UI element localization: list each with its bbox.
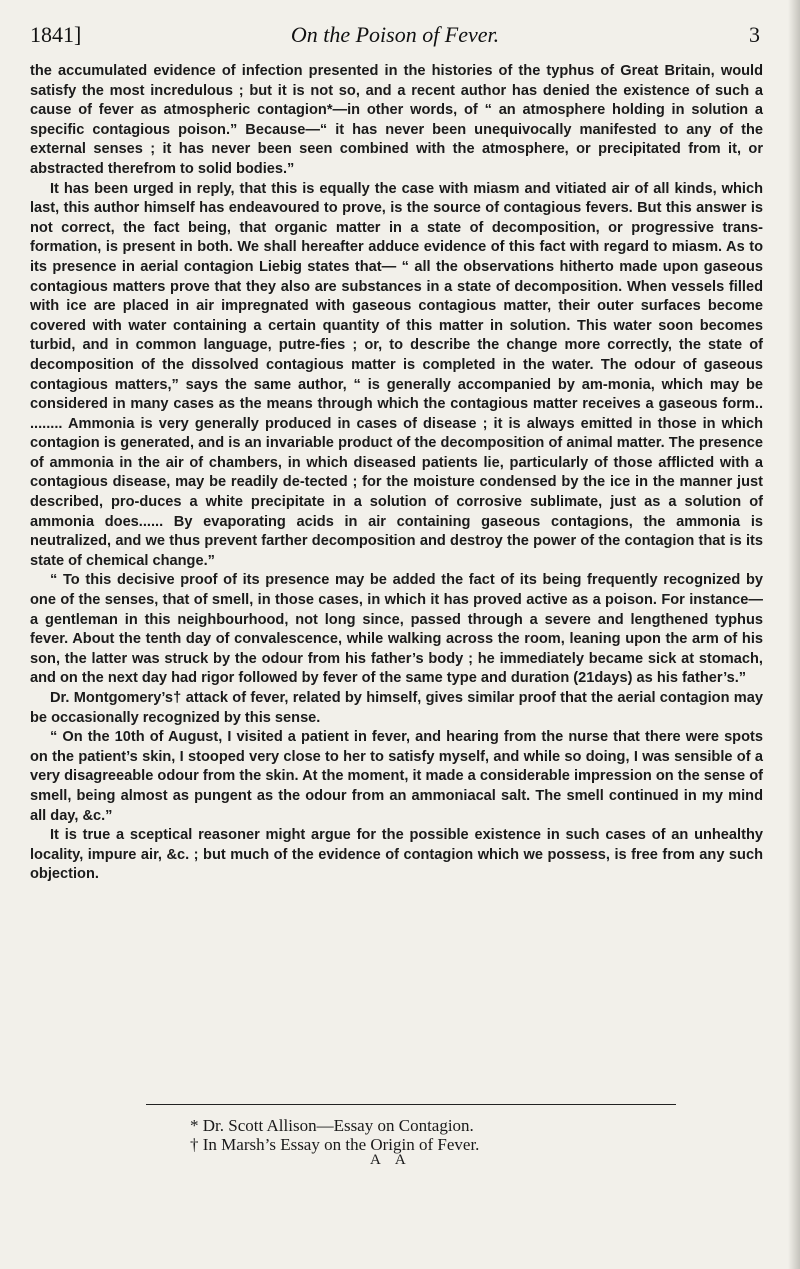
footnote-divider [146, 1104, 676, 1105]
running-header [30, 16, 760, 50]
page-edge-shadow [788, 0, 800, 1269]
footnote-1: * Dr. Scott Allison—Essay on Contagion. [190, 1116, 474, 1135]
paragraph-5: “ On the 10th of August, I visited a patient in fever, and hearing from the nurse that there were spots on the patient’s skin, I stooped very close to her to satisfy myself, and while so doing, I was sensible of a very disagreeable odour from the skin. At the moment, it made a considerable impression on the sense of smell, being almost as pungent as the odour from an ammoniacal salt. The smell continued in my mind all day, &c.” [30, 729, 763, 824]
signature-mark: A A [370, 1152, 412, 1168]
header-title: On the Poison of Fever. [290, 22, 500, 47]
page-number: 3 [749, 22, 760, 47]
paragraph-1: the accumulated evidence of infection presented in the histories of the typhus of Great Britain, would satisfy the most incredulous ; but it is not so, and a recent author has denied the existence of such a cause of fever as atmospheric contagion*—in other words, of “ an atmosphere holding in solution a specific contagious poison.” Because—“ it has never been unequivocally manifested to any of the external senses ; it has never been seen combined with the atmosphere, or precipitated from it, or abstracted therefrom to solid bodies.” [30, 63, 763, 177]
paragraph-4: Dr. Montgomery’s† attack of fever, related by himself, gives similar proof that the aerial contagion may be occasionally recognized by this sense. [30, 690, 763, 726]
header-year: 1841] [30, 22, 82, 47]
paragraph-2: It has been urged in reply, that this is equally the case with miasm and vitiated air of all kinds, which last, this author himself has endeavoured to prove, is the source of contagious fevers. But this answer is not correct, the fact being, that organic matter in a state of decomposition, or progressive trans-formation, is present in both. We shall hereafter adduce evidence of this fact with regard to miasm. As to its presence in aerial contagion Liebig states that— “ all the observations hitherto made upon gaseous contagious matters prove that they also are substances in a state of decomposition. When vessels filled with ice are placed in air impregnated with gaseous contagious matter, their outer surfaces become covered with water containing a certain quantity of this matter in solution. This water soon becomes turbid, and in common language, putre-fies ; or, to describe the change more correctly, the state of decomposition of the dissolved contagious matter is completed in the water. The odour of gaseous contagious matters,” says the same author, “ is generally accompanied by am-monia, which may be considered in many cases as the means through which the contagious matter receives a gaseous form.. ........ Ammonia is very generally produced in cases of disease ; it is always emitted in those in which contagion is generated, and is an invariable product of the decomposition of animal matter. The presence of ammonia in the air of chambers, in which diseased patients lie, particularly of those afflicted with a contagious disease, may be readily de-tected ; for the moisture condensed by the ice in the manner just described, pro-duces a white precipitate in a solution of corrosive sublimate, just as a solution of ammonia does...... By evaporating acids in air containing gaseous contagions, the ammonia is neutralized, and we thus prevent farther decomposition and destroy the power of the contagion that is its state of chemical change.” [30, 180, 763, 569]
footnote-2: † In Marsh’s Essay on the Origin of Fever. [190, 1135, 480, 1154]
body-text [30, 62, 763, 885]
paragraph-3: “ To this decisive proof of its presence may be added the fact of its being frequently recognized by one of the senses, that of smell, in those cases, in which it has proved active as a poison. For instance—a gentleman in this neighbourhood, not long since, passed through a severe and lengthened typhus fever. About the tenth day of convalescence, while walking across the room, leaning upon the arm of his son, the latter was struck by the odour from his father’s body ; he immediately became sick at stomach, and on the next day had rigor followed by fever of the same type and duration (21days) as his father’s.” [30, 572, 763, 687]
footnotes [190, 1116, 650, 1154]
paragraph-6: It is true a sceptical reasoner might argue for the possible existence in such cases of an unhealthy locality, impure air, &c. ; but much of the evidence of contagion which we possess, is free from any such objection. [30, 827, 763, 883]
